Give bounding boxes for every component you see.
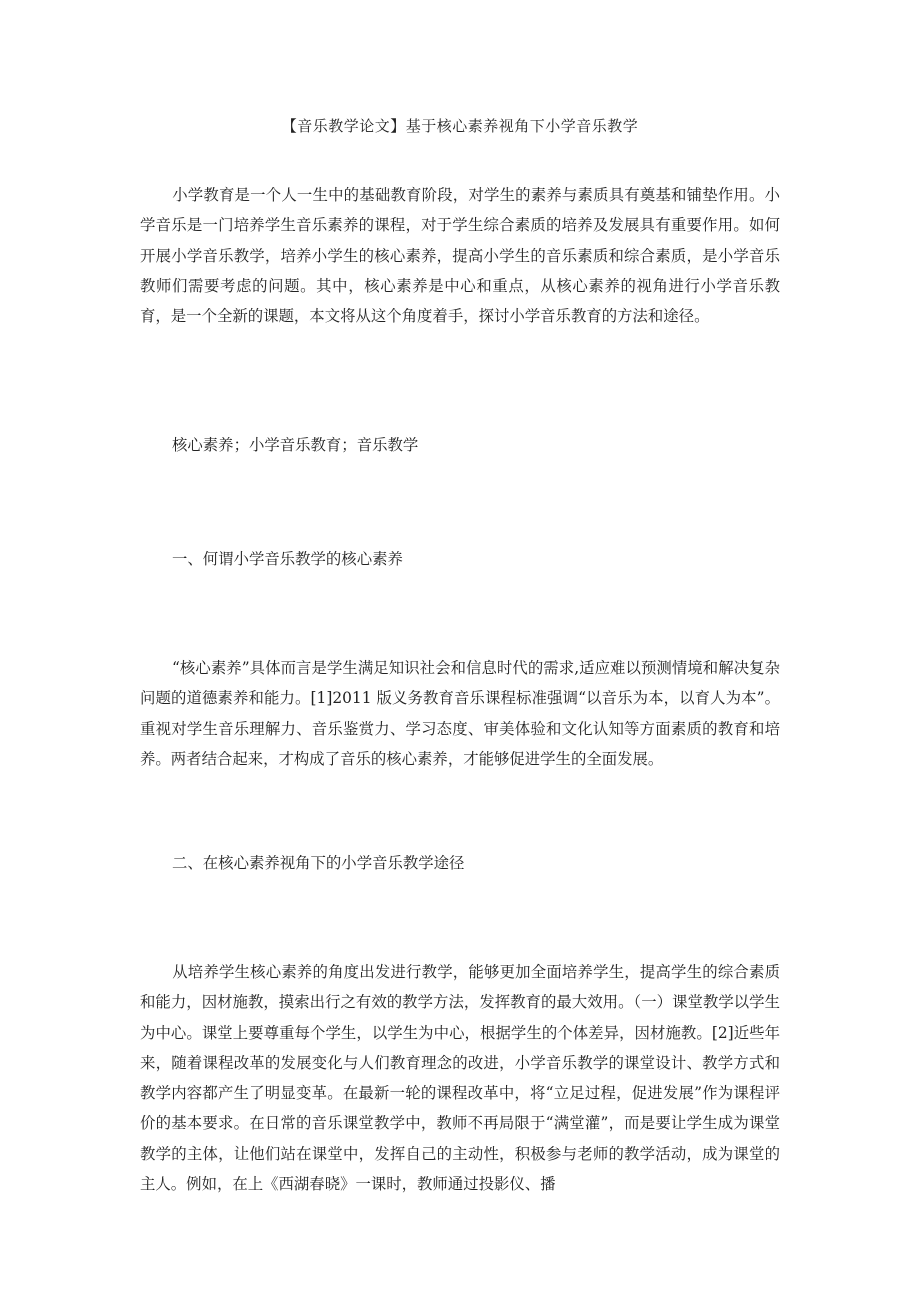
section2-paragraph [140,957,780,1199]
section1-text: “核心素养”具体而言是学生满足知识社会和信息时代的需求,适应难以预测情境和解决复杂问题的道德素养和能力。[1]2011 版义务教育音乐课程标准强调“以音乐为本，以育人为本”。重视对学生音乐理解力、音乐鉴赏力、学习态度、审美体验和文化认知等方面素质的教育和培养。两者结合起来，才构成了音乐的核心素养，才能够促进学生的全面发展。 [140,659,780,768]
section1-paragraph [140,653,780,774]
section2-text: 从培养学生核心素养的角度出发进行教学，能够更加全面培养学生，提高学生的综合素质和能力，因材施教，摸索出行之有效的教学方法，发挥教育的最大效用。（一）课堂教学以学生为中心。课堂上要尊重每个学生，以学生为中心，根据学生的个体差异，因材施教。[2]近些年来，随着课程改革的发展变化与人们教育理念的改进，小学音乐教学的课堂设计、教学方式和教学内容都产生了明显变革。在最新一轮的课程改革中，将“立足过程，促进发展”作为课程评价的基本要求。在日常的音乐课堂教学中，教师不再局限于“满堂灌”，而是要让学生成为课堂教学的主体，让他们站在课堂中，发挥自己的主动性，积极参与老师的教学活动，成为课堂的主人。例如，在上《西湖春晓》一课时，教师通过投影仪、播 [140,963,780,1194]
section-heading-1: 一、何谓小学音乐教学的核心素养 [172,550,403,568]
section-heading-2: 二、在核心素养视角下的小学音乐教学途径 [172,854,465,872]
abstract-paragraph [140,180,780,331]
abstract-text: 小学教育是一个人一生中的基础教育阶段，对学生的素养与素质具有奠基和铺垫作用。小学音乐是一门培养学生音乐素养的课程，对于学生综合素质的培养及发展具有重要作用。如何开展小学音乐教学，培养小学生的核心素养，提高小学生的音乐素质和综合素质，是小学音乐教师们需要考虑的问题。其中，核心素养是中心和重点，从核心素养的视角进行小学音乐教育，是一个全新的课题，本文将从这个角度着手，探讨小学音乐教育的方法和途径。 [140,186,780,326]
document-title: 【音乐教学论文】基于核心素养视角下小学音乐教学 [281,117,639,135]
keywords-line: 核心素养；小学音乐教育；音乐教学 [172,436,419,454]
